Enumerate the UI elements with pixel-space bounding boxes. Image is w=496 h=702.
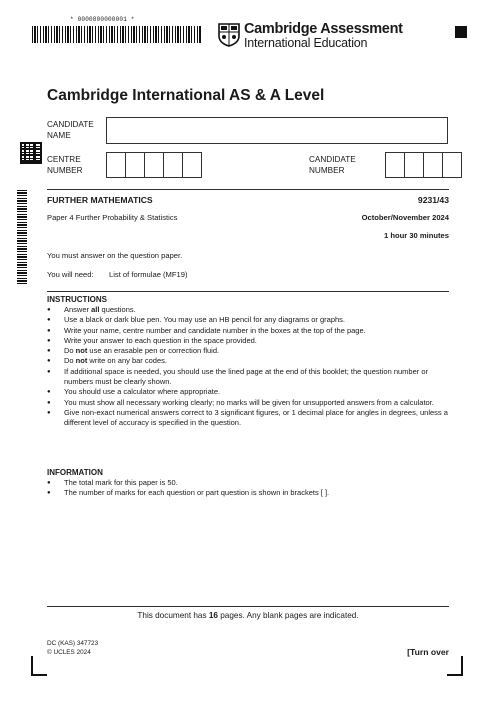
instruction-item: ● Write your name, centre number and candidate number in the boxes at the top of the page. [47,326,449,336]
instruction-item: ● You should use a calculator where appropriate. [47,387,449,397]
registration-mark [455,26,467,38]
candidate-number-digit-box[interactable] [404,152,424,178]
crop-mark [31,674,47,676]
you-will-need-label: You will need: [47,270,94,279]
candidate-number-boxes[interactable] [386,152,462,178]
information-item: ● The total mark for this paper is 50. [47,478,449,488]
exam-session: October/November 2024 [361,213,449,222]
document-code: DC (KAS) 347723 [47,640,99,647]
divider [47,606,449,607]
turn-over-label: [Turn over [407,647,449,657]
centre-number-digit-box[interactable] [125,152,145,178]
centre-number-digit-box[interactable] [163,152,183,178]
candidate-number-digit-box[interactable] [385,152,405,178]
centre-number-label: CENTRE NUMBER [47,155,83,175]
information-heading: INFORMATION [47,468,103,477]
crop-mark [31,656,33,676]
instructions-list [47,305,449,429]
instruction-item: ● You must show all necessary working clearly; no marks will be given for unsupported answers from a calculator. [47,398,449,408]
information-list [47,478,449,499]
you-will-need-value: List of formulae (MF19) [109,270,188,279]
instruction-item: ● Answer all questions. [47,305,449,315]
instruction-item: ● Do not use an erasable pen or correction fluid. [47,346,449,356]
centre-number-digit-box[interactable] [106,152,126,178]
crop-mark [447,674,463,676]
logo-title: Cambridge Assessment [244,21,403,37]
instructions-heading: INSTRUCTIONS [47,295,107,304]
subject-name: FURTHER MATHEMATICS [47,195,153,205]
page-count-note: This document has 16 pages. Any blank pages are indicated. [137,611,359,620]
answer-instruction: You must answer on the question paper. [47,251,183,260]
crop-mark [461,656,463,676]
side-barcode [17,188,27,284]
instruction-item: ● Write your answer to each question in the space provided. [47,336,449,346]
candidate-name-label: CANDIDATE NAME [47,120,94,140]
divider [47,291,449,292]
page-title: Cambridge International AS & A Level [47,87,325,104]
centre-number-digit-box[interactable] [144,152,164,178]
cambridge-shield-icon [218,23,240,47]
information-item: ● The number of marks for each question or part question is shown in brackets [ ]. [47,488,449,498]
copyright: © UCLES 2024 [47,649,91,656]
centre-number-digit-box[interactable] [182,152,202,178]
instruction-item: ● If additional space is needed, you should use the lined page at the end of this booklet; the question number or numbers must be clearly shown. [47,367,449,388]
candidate-name-box[interactable] [106,117,448,144]
qr-code [22,144,40,162]
instruction-item: ● Use a black or dark blue pen. You may use an HB pencil for any diagrams or graphs. [47,315,449,325]
instruction-item: ● Do not write on any bar codes. [47,356,449,366]
paper-title: Paper 4 Further Probability & Statistics [47,213,178,222]
candidate-number-label: CANDIDATE NUMBER [309,155,356,175]
candidate-number-digit-box[interactable] [442,152,462,178]
top-barcode [32,26,202,43]
instruction-item: ● Give non-exact numerical answers correct to 3 significant figures, or 1 decimal place for angles in degrees, unless a different level of accuracy is specified in the question. [47,408,449,429]
barcode-number: * 0000800000001 * [70,16,135,23]
exam-duration: 1 hour 30 minutes [384,231,449,240]
logo-subtitle: International Education [244,36,368,50]
candidate-number-digit-box[interactable] [423,152,443,178]
subject-code: 9231/43 [417,195,449,205]
divider [47,189,449,190]
centre-number-boxes[interactable] [107,152,202,178]
